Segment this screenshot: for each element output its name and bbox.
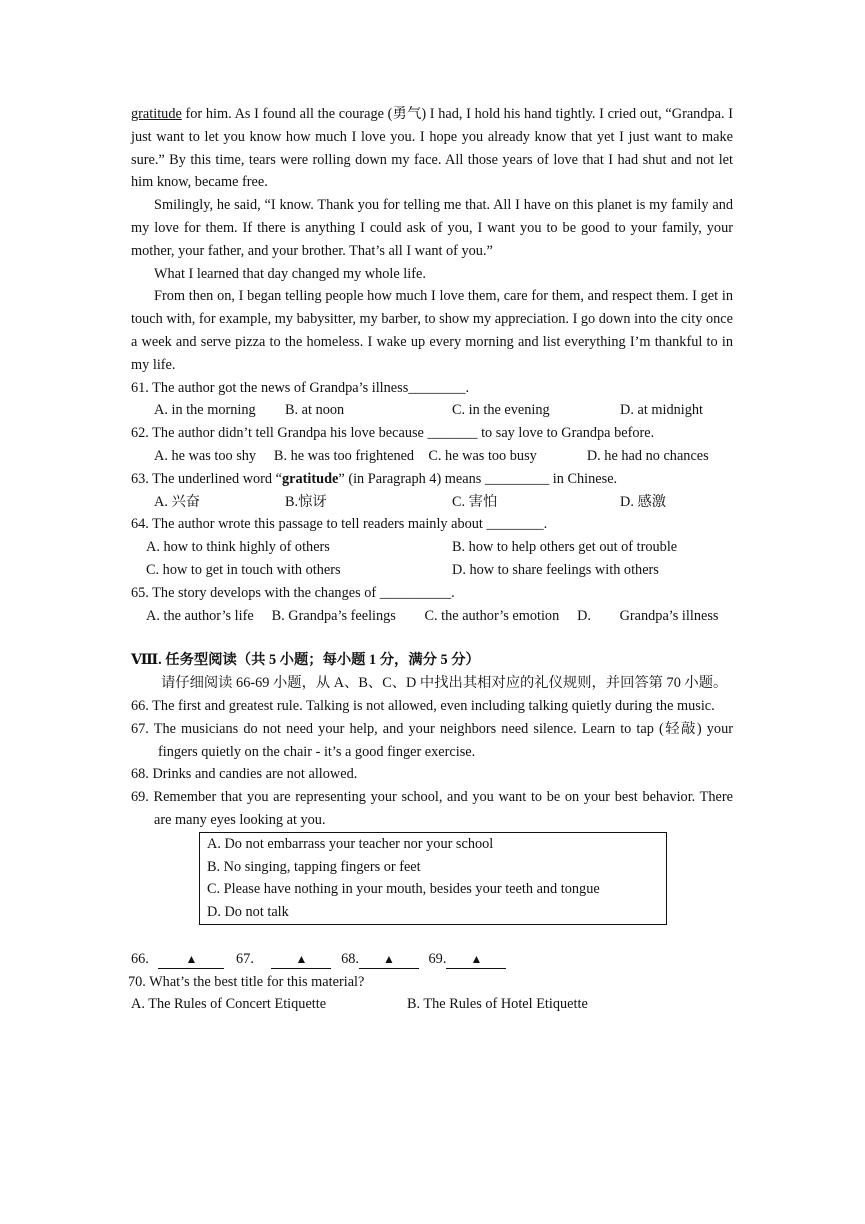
task-68: 68. Drinks and candies are not allowed. [131, 766, 358, 783]
answer-blank-67[interactable] [271, 950, 331, 969]
question-70-stem: 70. What’s the best title for this material? [128, 973, 365, 990]
task-66: 66. The first and greatest rule. Talking is not allowed, even including talking quietly during the music. [131, 697, 715, 714]
option-b: B.惊讶 [285, 493, 327, 510]
option-c: C. how to get in touch with others [146, 561, 341, 578]
option-b: B. The Rules of Hotel Etiquette [407, 996, 588, 1013]
option-a: A. how to think highly of others [146, 539, 330, 556]
triangle-icon: ▲ [470, 951, 483, 966]
question-63-stem: 63. The underlined word “gratitude” (in Paragraph 4) means _________ in Chinese. [131, 470, 618, 487]
option-c: C. 害怕 [452, 493, 498, 510]
exam-content [128, 103, 733, 1016]
rule-d: D. Do not talk [207, 904, 289, 921]
answer-blanks: 66. ▲ 67. ▲ 68. ▲ 69. ▲ [131, 948, 733, 971]
triangle-icon: ▲ [382, 951, 395, 966]
task-69: 69. Remember that you are representing your school, and you want to be on your best behavior. There are many eyes looking at you. [131, 789, 733, 828]
option-b: B. how to help others get out of trouble [452, 539, 678, 556]
question-61-stem: 61. The author got the news of Grandpa’s illness________. [131, 379, 470, 396]
triangle-icon: ▲ [185, 951, 198, 966]
option-d: D. at midnight [620, 402, 703, 419]
task-67: 67. The musicians do not need your help, and your neighbors need silence. Learn to tap (轻敲) your fingers quietly on the chair - it’s a good finger exercise. [131, 720, 733, 760]
option-b: B. at noon [285, 402, 345, 419]
answer-blank-66[interactable] [158, 950, 224, 969]
passage-paragraph-1: gratitude for him. As I found all the courage (勇气) I had, I hold his hand tightly. I cried out, “Grandpa. I just want to let you know how much I love you. I hope you already know that yet I just want to make sure.” By this time, tears were rolling down my face. All those years of love that I had shut and not let him know, became free. [131, 106, 733, 191]
answer-blank-68[interactable] [359, 950, 419, 969]
question-61-options [131, 399, 733, 422]
question-62-options: A. he was too shy B. he was too frightened C. he was too busy D. he had no chances [154, 447, 709, 464]
option-d: D. 感激 [620, 493, 667, 510]
question-64-stem: 64. The author wrote this passage to tell readers mainly about ________. [131, 516, 548, 533]
passage-paragraph-3: What I learned that day changed my whole life. [154, 265, 426, 282]
section-heading: Ⅷ. 任务型阅读（共 5 小题；每小题 1 分，满分 5 分） [131, 652, 480, 669]
question-64-options-cd [131, 559, 733, 582]
question-70-options [131, 993, 733, 1016]
triangle-icon: ▲ [295, 951, 308, 966]
passage-paragraph-2: Smilingly, he said, “I know. Thank you for telling me that. All I have on this planet is my family and my love for them. If there is anything I could ask of you, I want you to be good to your family, your mother, your father, and your brother. That’s all I want of you.” [131, 197, 733, 259]
underlined-word: gratitude [131, 106, 182, 122]
rules-box [199, 832, 667, 925]
question-63-options [131, 491, 733, 514]
rule-b: B. No singing, tapping fingers or feet [207, 858, 421, 875]
option-a: A. 兴奋 [154, 493, 201, 510]
question-65-options: A. the author’s life B. Grandpa’s feelings C. the author’s emotion D. Grandpa’s illness [146, 607, 719, 624]
rule-a: A. Do not embarrass your teacher nor your school [207, 835, 494, 852]
section-instruction: 请仔细阅读 66-69 小题，从 A、B、C、D 中找出其相对应的礼仪规则，并回答第 70 小题。 [161, 675, 728, 692]
question-64-options-ab [131, 536, 733, 559]
rule-c: C. Please have nothing in your mouth, besides your teeth and tongue [207, 881, 600, 898]
option-d: D. how to share feelings with others [452, 561, 659, 578]
answer-blank-69[interactable] [446, 950, 506, 969]
option-c: C. in the evening [452, 402, 550, 419]
question-65-stem: 65. The story develops with the changes of __________. [131, 584, 455, 601]
question-62-stem: 62. The author didn’t tell Grandpa his love because _______ to say love to Grandpa before. [131, 425, 655, 442]
option-a: A. in the morning [154, 402, 256, 419]
option-a: A. The Rules of Concert Etiquette [131, 996, 327, 1013]
passage-paragraph-4: From then on, I began telling people how much I love them, care for them, and respect them. I get in touch with, for example, my babysitter, my barber, to show my appreciation. I go down into the city once a week and serve pizza to the homeless. I wake up every morning and list everything I’m thankful to in my life. [131, 288, 733, 373]
